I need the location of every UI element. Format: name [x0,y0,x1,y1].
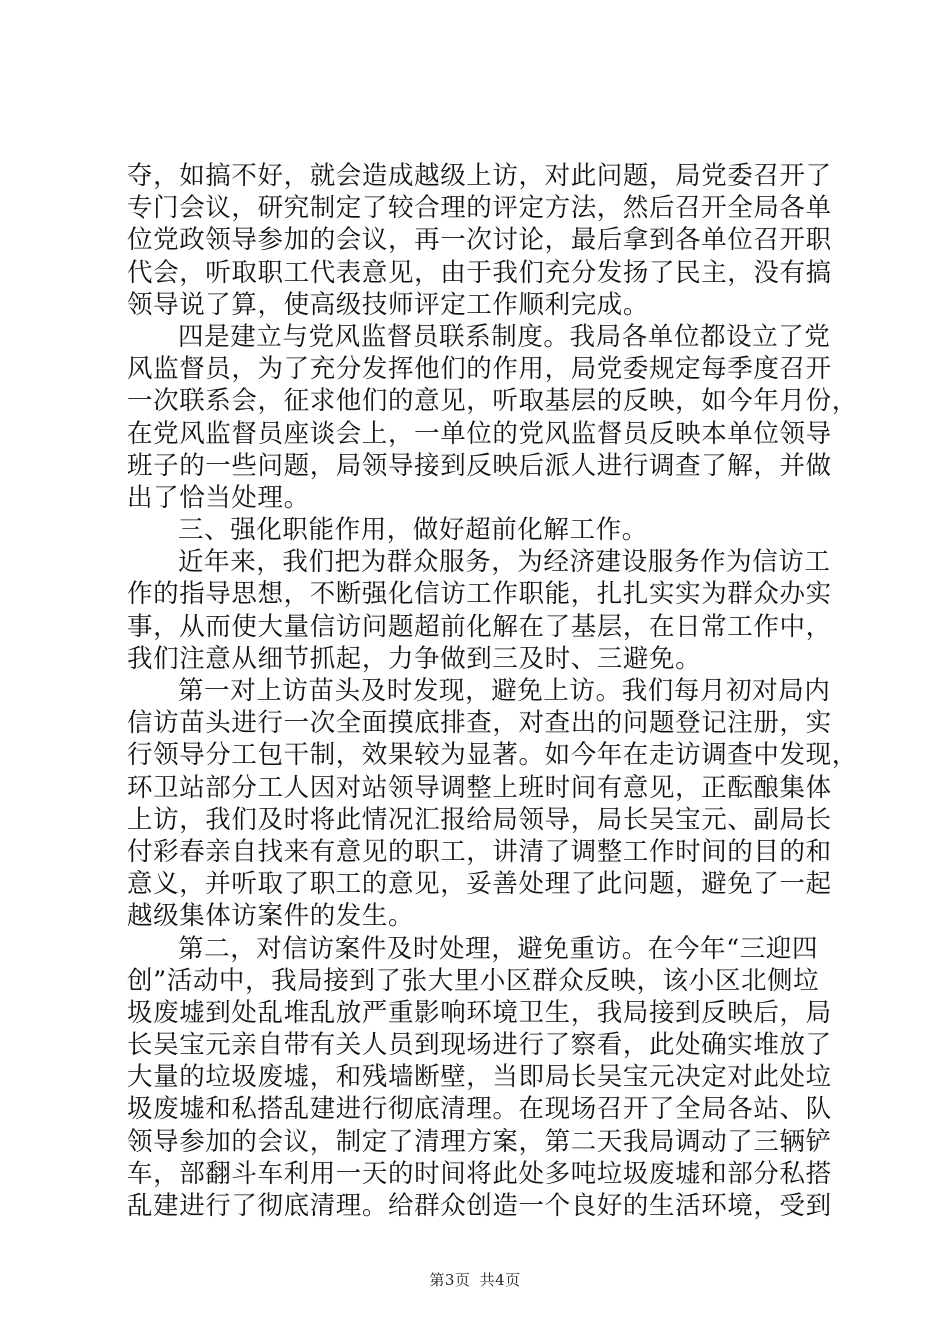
text-line: 长吴宝元亲自带有关人员到现场进行了察看，此处确实堆放了 [127,1030,832,1061]
paragraph-start-line: 第二，对信访案件及时处理，避免重访。在今年“三迎四 [178,933,819,964]
text-line: 事，从而使大量信访问题超前化解在了基层，在日常工作中， [127,611,832,642]
text-line: 一次联系会，征求他们的意见，听取基层的反映，如今年月份， [127,386,858,417]
text-line: 领导参加的会议，制定了清理方案，第二天我局调动了三辆铲 [127,1126,832,1157]
page-total: 共4页 [479,1271,521,1289]
text-line: 行领导分工包干制，效果较为显著。如今年在走访调查中发现， [127,740,858,771]
text-line: 位党政领导参加的会议，再一次讨论，最后拿到各单位召开职 [127,225,832,256]
text-line: 创”活动中，我局接到了张大里小区群众反映，该小区北侧垃 [127,965,820,996]
text-line: 出了恰当处理。 [127,482,310,513]
document-body [127,160,858,1222]
text-line: 在党风监督员座谈会上，一单位的党风监督员反映本单位领导 [127,418,832,449]
page-number: 第3页 [429,1271,471,1289]
paragraph-start-line: 第一对上访苗头及时发现，避免上访。我们每月初对局内 [178,676,831,706]
text-line: 领导说了算，使高级技师评定工作顺利完成。 [127,289,650,320]
text-line: 代会，听取职工代表意见，由于我们充分发扬了民主，没有搞 [127,257,832,288]
page-footer [0,1270,950,1290]
paragraph-start-line: 近年来，我们把为群众服务，为经济建设服务作为信访工 [178,547,831,578]
paragraph-start-line: 四是建立与党风监督员联系制度。我局各单位都设立了党 [178,321,831,352]
text-line: 意义，并听取了职工的意见，妥善处理了此问题，避免了一起 [127,869,832,900]
text-line: 乱建进行了彻底清理。给群众创造一个良好的生活环境，受到 [127,1191,832,1221]
text-line: 班子的一些问题，局领导接到反映后派人进行调查了解，并做 [127,450,832,481]
text-line: 环卫站部分工人因对站领导调整上班时间有意见，正酝酿集体 [127,772,832,803]
text-line: 付彩春亲自找来有意见的职工，讲清了调整工作时间的目的和 [127,836,832,867]
text-line: 上访，我们及时将此情况汇报给局领导，局长吴宝元、副局长 [127,804,832,835]
text-line: 作的指导思想，不断强化信访工作职能，扎扎实实为群众办实 [127,579,832,610]
text-line: 车，部翻斗车利用一天的时间将此处多吨垃圾废墟和部分私搭 [127,1158,832,1189]
text-line: 大量的垃圾废墟，和残墙断壁，当即局长吴宝元决定对此处垃 [127,1062,832,1093]
text-line: 信访苗头进行一次全面摸底排查，对查出的问题登记注册，实 [127,708,832,739]
text-line: 夺，如搞不好，就会造成越级上访，对此问题，局党委召开了 [127,161,832,191]
section-heading: 三、强化职能作用，做好超前化解工作。 [178,515,648,546]
text-line: 专门会议，研究制定了较合理的评定方法，然后召开全局各单 [127,193,832,224]
text-line: 圾废墟和私搭乱建进行彻底清理。在现场召开了全局各站、队 [127,1094,832,1125]
text-line: 越级集体访案件的发生。 [127,901,415,932]
text-line: 圾废墟到处乱堆乱放严重影响环境卫生，我局接到反映后，局 [127,997,832,1028]
text-line: 风监督员，为了充分发挥他们的作用，局党委规定每季度召开 [127,354,832,385]
text-line: 我们注意从细节抓起，力争做到三及时、三避免。 [127,643,702,674]
